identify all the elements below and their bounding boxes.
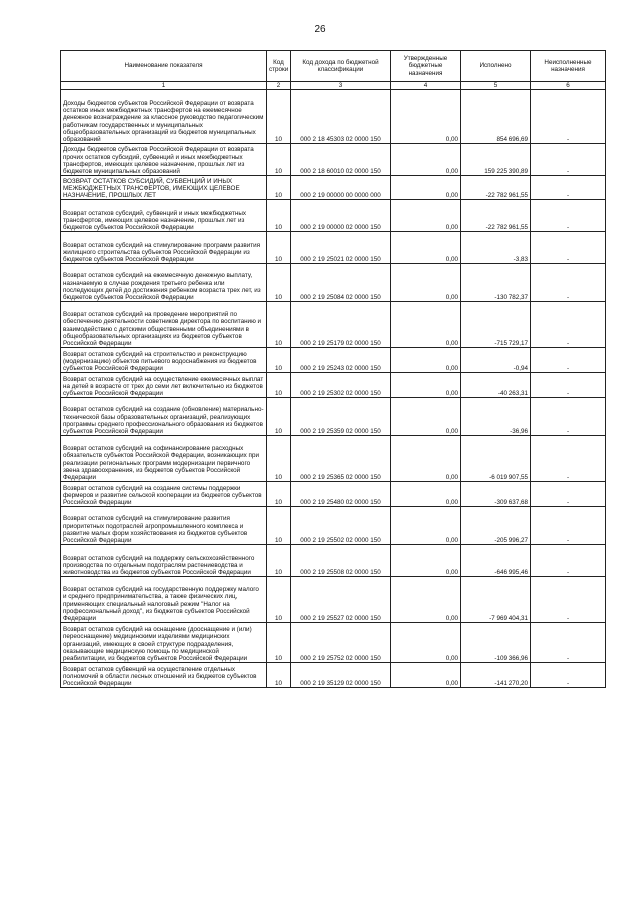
row-name: Возврат остатков субсидий на создание системы поддержки фермеров и развитие сельской кооперации из бюджетов субъектов Российской Федерации (61, 482, 267, 507)
table-row (61, 348, 606, 373)
column-number: 2 (267, 82, 291, 90)
row-name: Возврат остатков субвенций на осуществление отдельных полномочий в области лесных отношений из бюджетов субъектов Российской Федерации (61, 663, 267, 688)
row-income-code: 000 2 19 25502 02 0000 150 (291, 507, 391, 545)
row-approved: 0,00 (391, 482, 461, 507)
table-row (61, 264, 606, 302)
row-approved: 0,00 (391, 545, 461, 577)
row-approved: 0,00 (391, 398, 461, 436)
row-name: ВОЗВРАТ ОСТАТКОВ СУБСИДИЙ, СУБВЕНЦИЙ И ИНЫХ МЕЖБЮДЖЕТНЫХ ТРАНСФЕРТОВ, ИМЕЮЩИХ ЦЕЛЕВОЕ НАЗНАЧЕНИЕ, ПРОШЛЫХ ЛЕТ (61, 176, 267, 200)
row-name: Возврат остатков субсидий на поддержку сельскохозяйственного производства по отдельным подотраслям растениеводства и животноводства из бюджетов субъектов Российской Федерации (61, 545, 267, 577)
row-unexecuted: - (531, 232, 606, 264)
row-income-code: 000 2 19 25179 02 0000 150 (291, 302, 391, 348)
row-name: Возврат остатков субсидий на создание (обновление) материально-технической базы образовательных организаций, реализующих программы среднего профессионального образования из бюджетов субъектов Российской Федерации (61, 398, 267, 436)
row-unexecuted: - (531, 264, 606, 302)
row-unexecuted: - (531, 623, 606, 663)
row-name: Возврат остатков субсидий на строительство и реконструкцию (модернизацию) объектов питьевого водоснабжения из бюджетов субъектов Российской Федерации (61, 348, 267, 373)
row-approved: 0,00 (391, 200, 461, 232)
row-name: Возврат остатков субсидий на осуществление ежемесячных выплат на детей в возрасте от трех до семи лет включительно из бюджетов субъектов Российской Федерации (61, 373, 267, 398)
row-income-code: 000 2 19 25508 02 0000 150 (291, 545, 391, 577)
row-executed: -3,83 (461, 232, 531, 264)
table-row (61, 398, 606, 436)
row-income-code: 000 2 18 45303 02 0000 150 (291, 90, 391, 144)
row-income-code: 000 2 19 25752 02 0000 150 (291, 623, 391, 663)
header-income-code: Код дохода по бюджетной классификации (291, 51, 391, 82)
row-unexecuted: - (531, 200, 606, 232)
row-unexecuted: - (531, 507, 606, 545)
row-unexecuted: - (531, 373, 606, 398)
row-approved: 0,00 (391, 264, 461, 302)
row-executed: -22 782 961,55 (461, 200, 531, 232)
row-name: Доходы бюджетов субъектов Российской Федерации от возврата прочих остатков субсидий, субвенций и иных межбюджетных трансфертов, имеющих целевое назначение, прошлых лет из бюджетов муниципальных образований (61, 144, 267, 176)
row-approved: 0,00 (391, 623, 461, 663)
row-income-code: 000 2 19 25359 02 0000 150 (291, 398, 391, 436)
row-approved: 0,00 (391, 373, 461, 398)
row-executed: -36,96 (461, 398, 531, 436)
row-approved: 0,00 (391, 176, 461, 200)
row-name: Доходы бюджетов субъектов Российской Федерации от возврата остатков иных межбюджетных трансфертов на ежемесячное денежное вознаграждение за классное руководство педагогическим работникам государственных и муниципальных общеобразовательных организаций из бюджетов муниципальных образований (61, 90, 267, 144)
row-line-code: 10 (267, 436, 291, 482)
row-name: Возврат остатков субсидий на ежемесячную денежную выплату, назначаемую в случае рождения третьего ребенка или последующих детей до достижения ребенком возраста трех лет, из бюджетов субъектов Российской Федерации (61, 264, 267, 302)
row-name: Возврат остатков субсидий на софинансирование расходных обязательств субъектов Российской Федерации, возникающих при реализации региональных программ модернизации первичного звена здравоохранения, из бюджетов субъектов Российской Федерации (61, 436, 267, 482)
row-unexecuted: - (531, 398, 606, 436)
row-income-code: 000 2 19 25243 02 0000 150 (291, 348, 391, 373)
row-income-code: 000 2 19 25365 02 0000 150 (291, 436, 391, 482)
table-row (61, 623, 606, 663)
row-unexecuted: - (531, 436, 606, 482)
row-line-code: 10 (267, 398, 291, 436)
row-line-code: 10 (267, 90, 291, 144)
table-row (61, 577, 606, 623)
row-executed: -646 995,46 (461, 545, 531, 577)
table-row (61, 176, 606, 200)
row-approved: 0,00 (391, 232, 461, 264)
column-number-row (61, 82, 606, 90)
row-income-code: 000 2 19 00000 02 0000 150 (291, 200, 391, 232)
table-row (61, 144, 606, 176)
row-executed: -22 782 961,55 (461, 176, 531, 200)
row-income-code: 000 2 19 25480 02 0000 150 (291, 482, 391, 507)
table-row (61, 373, 606, 398)
row-line-code: 10 (267, 545, 291, 577)
row-line-code: 10 (267, 348, 291, 373)
row-line-code: 10 (267, 507, 291, 545)
table-row (61, 482, 606, 507)
row-approved: 0,00 (391, 348, 461, 373)
row-executed: -205 996,27 (461, 507, 531, 545)
row-income-code: 000 2 19 25021 02 0000 150 (291, 232, 391, 264)
row-executed: 854 696,69 (461, 90, 531, 144)
row-name: Возврат остатков субсидий на оснащение (дооснащение и (или) переоснащение) медицинскими изделиями медицинских организаций, имеющих в своей структуре подразделения, оказывающие медицинскую помощь по медицинской реабилитации, из бюджетов субъектов Российской Федерации (61, 623, 267, 663)
row-income-code: 000 2 19 25084 02 0000 150 (291, 264, 391, 302)
column-number: 3 (291, 82, 391, 90)
row-unexecuted: - (531, 176, 606, 200)
header-line-code: Код строки (267, 51, 291, 82)
row-income-code: 000 2 19 00000 00 0000 000 (291, 176, 391, 200)
row-executed: -40 263,31 (461, 373, 531, 398)
header-name: Наименование показателя (61, 51, 267, 82)
row-line-code: 10 (267, 577, 291, 623)
row-name: Возврат остатков субсидий на государственную поддержку малого и среднего предпринимательства, а также физических лиц, применяющих специальный налоговый режим "Налог на профессиональный доход", из бюджетов субъектов Российской Федерации (61, 577, 267, 623)
row-line-code: 10 (267, 623, 291, 663)
row-line-code: 10 (267, 302, 291, 348)
column-number: 5 (461, 82, 531, 90)
row-name: Возврат остатков субсидий на стимулирование развития приоритетных подотраслей агропромышленного комплекса и развитие малых форм хозяйствования из бюджетов субъектов Российской Федерации (61, 507, 267, 545)
header-row (61, 51, 606, 82)
row-approved: 0,00 (391, 507, 461, 545)
row-approved: 0,00 (391, 436, 461, 482)
table-body (61, 90, 606, 688)
table-row (61, 507, 606, 545)
table-row (61, 200, 606, 232)
row-unexecuted: - (531, 90, 606, 144)
header-executed: Исполнено (461, 51, 531, 82)
row-approved: 0,00 (391, 90, 461, 144)
row-executed: -309 637,68 (461, 482, 531, 507)
row-line-code: 10 (267, 373, 291, 398)
row-income-code: 000 2 18 60010 02 0000 150 (291, 144, 391, 176)
row-executed: -141 270,20 (461, 663, 531, 688)
table-row (61, 232, 606, 264)
table-row (61, 302, 606, 348)
column-number: 4 (391, 82, 461, 90)
row-line-code: 10 (267, 200, 291, 232)
budget-report-table (60, 50, 606, 688)
header-approved: Утвержденные бюджетные назначения (391, 51, 461, 82)
column-number: 1 (61, 82, 267, 90)
row-executed: -130 782,37 (461, 264, 531, 302)
row-executed: 159 225 390,89 (461, 144, 531, 176)
row-line-code: 10 (267, 144, 291, 176)
row-approved: 0,00 (391, 302, 461, 348)
row-name: Возврат остатков субсидий на стимулирование программ развития жилищного строительства субъектов Российской Федерации из бюджетов субъектов Российской Федерации (61, 232, 267, 264)
row-executed: -7 969 404,31 (461, 577, 531, 623)
row-executed: -0,94 (461, 348, 531, 373)
row-unexecuted: - (531, 302, 606, 348)
header-unexecuted: Неисполненные назначения (531, 51, 606, 82)
row-approved: 0,00 (391, 577, 461, 623)
table-row (61, 545, 606, 577)
row-line-code: 10 (267, 482, 291, 507)
row-income-code: 000 2 19 25302 02 0000 150 (291, 373, 391, 398)
row-line-code: 10 (267, 264, 291, 302)
column-number: 6 (531, 82, 606, 90)
row-unexecuted: - (531, 348, 606, 373)
row-approved: 0,00 (391, 144, 461, 176)
row-income-code: 000 2 19 25527 02 0000 150 (291, 577, 391, 623)
page-number: 26 (314, 24, 326, 35)
row-executed: -715 729,17 (461, 302, 531, 348)
row-line-code: 10 (267, 232, 291, 264)
row-executed: -109 366,96 (461, 623, 531, 663)
row-name: Возврат остатков субсидий, субвенций и иных межбюджетных трансфертов, имеющих целевое назначение, прошлых лет из бюджетов субъектов Российской Федерации (61, 200, 267, 232)
table-row (61, 663, 606, 688)
row-unexecuted: - (531, 663, 606, 688)
row-income-code: 000 2 19 35129 02 0000 150 (291, 663, 391, 688)
row-line-code: 10 (267, 176, 291, 200)
table-row (61, 90, 606, 144)
table-row (61, 436, 606, 482)
row-executed: -6 019 907,55 (461, 436, 531, 482)
row-approved: 0,00 (391, 663, 461, 688)
row-unexecuted: - (531, 577, 606, 623)
row-name: Возврат остатков субсидий на проведение мероприятий по обеспечению деятельности советников директора по воспитанию и взаимодействию с детскими общественными объединениями в общеобразовательных организациях из бюджетов субъектов Российской Федерации (61, 302, 267, 348)
row-unexecuted: - (531, 144, 606, 176)
row-unexecuted: - (531, 482, 606, 507)
row-line-code: 10 (267, 663, 291, 688)
row-unexecuted: - (531, 545, 606, 577)
